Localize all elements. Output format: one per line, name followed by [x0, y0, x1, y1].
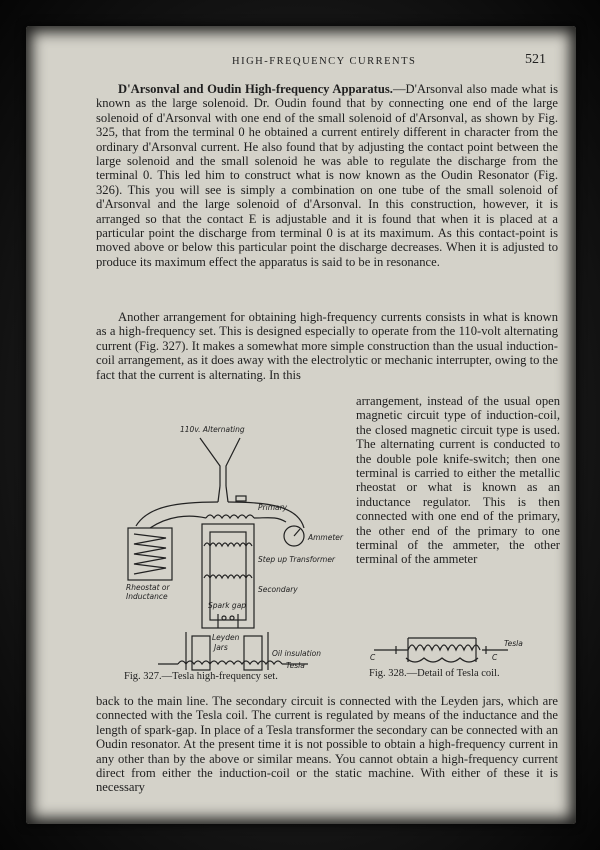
label-jars: Jars	[214, 643, 228, 652]
label-c-right: C	[492, 653, 498, 662]
label-ammeter: Ammeter	[308, 533, 343, 542]
section-heading: D'Arsonval and Oudin High-frequency Apparatus.	[118, 82, 393, 96]
paragraph-2	[96, 310, 558, 382]
paragraph-3-text: back to the main line. The secondary circuit is connected with the Leyden jars, which are connected with the Tesla coil. The current is regulated by means of the inductance and the length of spark-gap. In place of a Tesla transformer the secondary can be connected with an Oudin resonator. At the present time it is not possible to obtain a high-frequency current in any other than by the above or similar means. You cannot obtain a high-frequency current direct from either the induction-coil or the static machine. With either of these it is necessary	[96, 694, 558, 795]
paragraph-2-text: Another arrangement for obtaining high-frequency currents consists in what is known as a high-frequency set. This is designed especially to operate from the 110-volt alternating current (Fig. 327). It makes a somewhat more simple construction than the usual induction-coil arrangement, as it does away with the electrolytic or mechanic interrupter, owing to the fact that the current is alternating. In this	[96, 310, 558, 382]
figure-328-caption: Fig. 328.—Detail of Tesla coil.	[369, 668, 500, 679]
page-number: 521	[525, 52, 546, 67]
label-rheostat: Rheostat or	[126, 583, 170, 592]
label-inductance: Inductance	[126, 592, 168, 601]
label-primary: Primary	[258, 503, 288, 512]
label-tesla-328: Tesla	[504, 639, 523, 648]
figure-327-caption: Fig. 327.—Tesla high-frequency set.	[124, 671, 278, 682]
label-secondary: Secondary	[258, 585, 298, 594]
paragraph-1	[96, 82, 558, 269]
paragraph-3	[96, 694, 558, 795]
figure-328-diagram	[368, 608, 528, 668]
book-page	[26, 26, 576, 824]
running-head: HIGH-FREQUENCY CURRENTS	[232, 56, 417, 67]
label-spark-gap: Spark gap	[208, 601, 247, 610]
label-c-left: C	[370, 653, 376, 662]
figure-327-diagram	[108, 406, 344, 674]
paragraph-2-continued: arrangement, instead of the usual open magnetic circuit type of induction-coil, the closed magnetic circuit type is used. The alternating current is conducted to the double pole knife-switch; then one terminal is carried to either the metallic rheostat or what is known as an inductance regulator. This is then connected with one end of the primary, the other end of the primary to one terminal of the ammeter, the other terminal of the ammeter	[356, 394, 560, 567]
label-step-up: Step up Transformer	[258, 555, 336, 564]
label-leyden: Leyden	[212, 633, 240, 642]
label-oil: Oil insulation	[272, 649, 321, 658]
label-alternating: 110v. Alternating	[180, 425, 245, 434]
label-tesla: Tesla	[286, 661, 305, 670]
paragraph-1-body: —D'Arsonval also made what is known as the large solenoid. Dr. Oudin found that by connecting one end of the large solenoid of d'Arsonval with one end of the small solenoid of d'Arsonval, as shown by Fig. 325, that from the terminal 0 he obtained a current entirely different in character from the ordinary d'Arsonval current. He also found that by adjusting the contact point between the large solenoid and the small solenoid he was able to regulate the discharge from the terminal 0. This led him to construct what is now known as the Oudin Resonator (Fig. 326). This you will see is simply a combination on one tube of the small solenoid of d'Arsonval and the large solenoid of d'Arsonval. In this construction, however, it is arranged so that the contact E is adjustable and it is found that when it is placed at a particular point the discharge from terminal 0 is at its maximum. As this contact-point is moved above or below this particular point the discharge decreases. When it is adjusted to produce its maximum effect the apparatus is said to be in resonance.	[96, 82, 558, 269]
